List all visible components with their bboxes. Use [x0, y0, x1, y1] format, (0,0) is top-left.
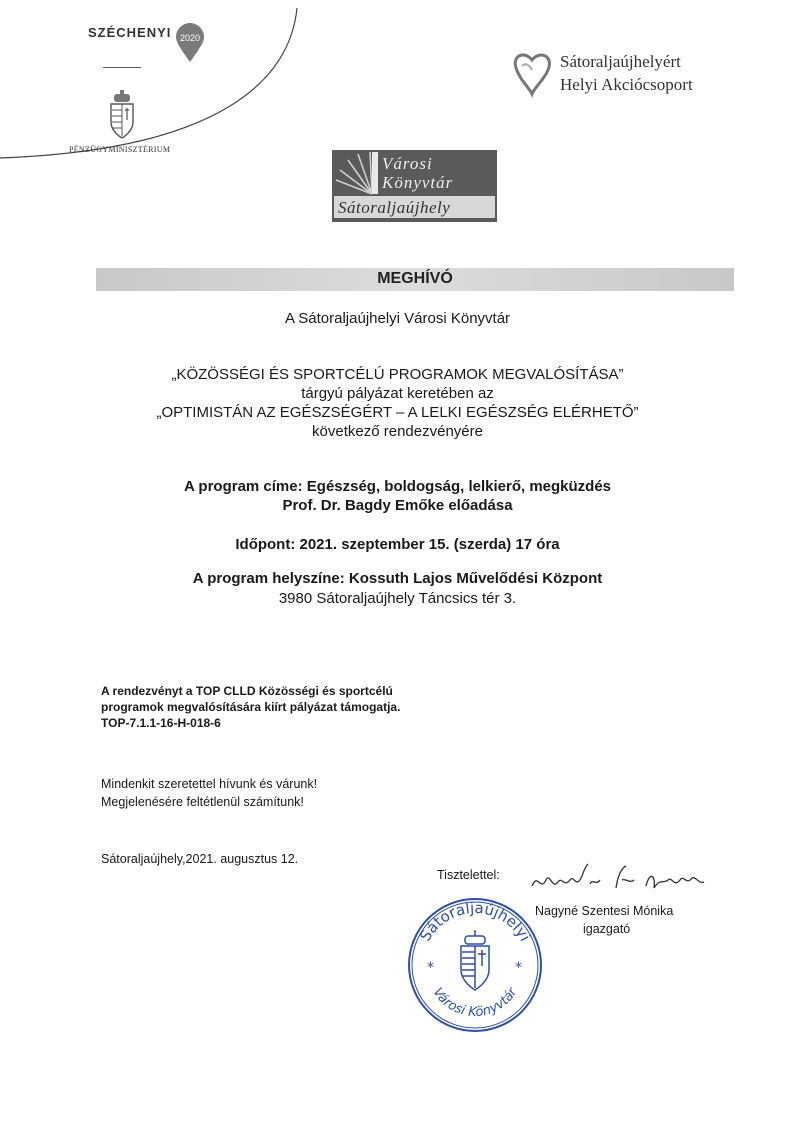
- support-code: TOP-7.1.1-16-H-018-6: [101, 716, 221, 730]
- signer-position: igazgató: [583, 922, 631, 936]
- venue: A program helyszíne: Kossuth Lajos Művelődési Központ: [192, 570, 603, 587]
- hungarian-crest-icon: [108, 90, 136, 140]
- page-title: MEGHÍVÓ: [377, 270, 453, 287]
- program-line-3: „OPTIMISTÁN AZ EGÉSZSÉGÉRT – A LELKI EGÉSZSÉG ELÉRHETŐ”: [156, 404, 639, 421]
- closing-line-2: Megjelenésére feltétlenül számítunk!: [101, 795, 304, 809]
- library-logo-line3: Sátoraljaújhely: [338, 198, 451, 217]
- szechenyi-2020-badge: [174, 22, 206, 64]
- title-bar: [96, 268, 734, 291]
- leader-name-line1: Sátoraljaújhelyért: [560, 52, 681, 71]
- host-line: A Sátoraljaújhelyi Városi Könyvtár: [284, 310, 511, 327]
- library-logo-line1: Városi: [382, 154, 433, 173]
- szechenyi-badge-text: 2020: [179, 33, 201, 43]
- support-line-1: A rendezvényt a TOP CLLD Közösségi és sportcélú: [101, 684, 393, 698]
- svg-text:*: *: [427, 960, 434, 976]
- sunrise-rays-icon: [332, 150, 382, 196]
- program-line-4: következő rendezvényére: [312, 423, 483, 440]
- program-line-1: „KÖZÖSSÉGI ÉS SPORTCÉLÚ PROGRAMOK MEGVALÓSÍTÁSA”: [171, 366, 624, 383]
- divider: [103, 67, 141, 68]
- stamp-bottom-text: Városi Könyvtár: [429, 985, 521, 1021]
- place-date: Sátoraljaújhely,2021. augusztus 12.: [101, 852, 299, 866]
- closing-line-1: Mindenkit szeretettel hívunk és várunk!: [101, 777, 318, 791]
- support-line-2: programok megvalósítására kiírt pályázat támogatja.: [101, 700, 401, 714]
- library-logo-line2: Könyvtár: [382, 173, 454, 192]
- program-title: A program címe: Egészség, boldogság, lelkierő, megküzdés: [183, 478, 612, 495]
- venue-address: 3980 Sátoraljaújhely Táncsics tér 3.: [278, 590, 517, 607]
- event-time: Időpont: 2021. szeptember 15. (szerda) 17 óra: [235, 536, 560, 553]
- leader-name-line2: Helyi Akciócsoport: [560, 75, 693, 94]
- leader-heart-icon: [510, 48, 556, 98]
- library-logo: [332, 150, 497, 222]
- greeting: Tisztelettel:: [437, 868, 500, 882]
- handwritten-signature: [530, 862, 705, 898]
- signer-name: Nagyné Szentesi Mónika: [535, 904, 674, 918]
- speaker: Prof. Dr. Bagdy Emőke előadása: [282, 497, 513, 514]
- official-stamp: [405, 890, 545, 1040]
- ministry-label: PÉNZÜGYMINISZTÉRIUM: [69, 145, 171, 154]
- stamp-crest-icon: [461, 930, 489, 990]
- program-line-2: tárgyú pályázat keretében az: [301, 385, 494, 402]
- stamp-top-text: Sátoraljaújhelyi: [415, 898, 535, 945]
- svg-text:*: *: [515, 960, 522, 976]
- szechenyi-logo-text: SZÉCHENYI: [88, 25, 172, 40]
